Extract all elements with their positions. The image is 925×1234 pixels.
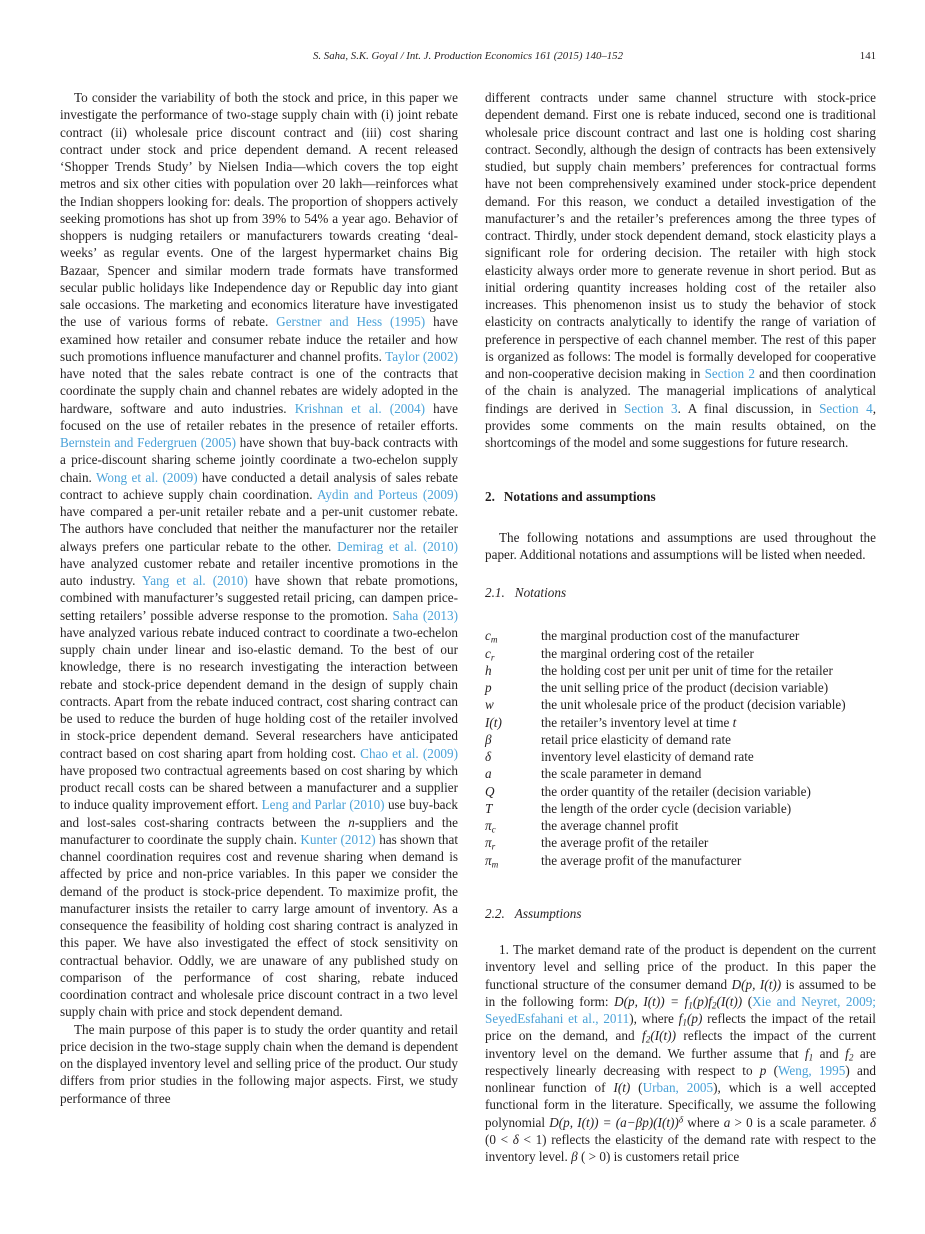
text-segment: . A final discussion, in [677, 400, 820, 416]
text-segment: ( [766, 1062, 778, 1078]
notation-symbol [485, 834, 541, 851]
notation-row [485, 783, 876, 800]
text-segment: is assumed to be in the following form: [485, 976, 877, 1009]
text-segment: where [683, 1114, 724, 1130]
text-segment: use buy-back and lost-sales cost-sharing contracts between the [60, 797, 458, 830]
notation-row [485, 679, 876, 696]
notation-description [541, 765, 876, 782]
text-segment: > 0 is a scale parameter. [730, 1114, 870, 1130]
notation-symbol [485, 714, 541, 731]
text-segment: the average channel profit [541, 818, 679, 833]
math-segment: (I(t)) [650, 1028, 676, 1044]
text-segment: ( > 0) is customers retail price [577, 1149, 740, 1164]
text-segment: To consider the variability of both the stock and price, in this paper we investigate the performance of two-stage supply chain with (i) joint rebate contract (ii) wholesale price discount contract and (iii) cost sharing contract under stock and price dependent demand. A recent released ‘Shopper Trends Study’ by Nielsen India—which covers the top eight metros and six other cities with population over 20 lakh—reinforces what the Indian shoppers looking for: deals. The proportion of shoppers actively seeking promotions has shot up from 39% to 54% a year ago. Behavior of shoppers is nudging retailers or manufacturers towards creating ‘deal-weeks’ as regular events. One of the largest hypermarket chains Big Bazaar, Spencer and similar modern trade formats have transformed secular public holidays like Independence day or Republic day into giant sale occasions. The marketing and economics literature have investigated the use of various forms of rebate. [60, 90, 458, 330]
citation-link[interactable]: Urban, 2005 [642, 1080, 714, 1095]
math-segment: c [485, 628, 491, 644]
notation-symbol [485, 748, 541, 765]
heading-text: Notations [514, 585, 567, 600]
math-segment: δ [678, 1113, 684, 1124]
heading-text: Assumptions [514, 905, 582, 921]
heading-number: 2.1. [485, 585, 505, 600]
math-segment: D(p, I(t)) = f [614, 993, 689, 1009]
notation-description [541, 696, 876, 713]
notation-symbol [485, 679, 541, 696]
text-segment: ( [742, 993, 753, 1009]
citation-link[interactable]: Demirag et al. (2010) [337, 538, 458, 554]
math-segment: r [490, 651, 495, 662]
text-segment: reflects the impact of the retail price on the demand, and [485, 1011, 876, 1044]
math-segment: π [485, 852, 492, 868]
math-segment: Q [485, 783, 495, 799]
math-segment: 2 [645, 1034, 651, 1045]
text-segment: have shown that rebate promotions, combined with manufacturer’s suggested retail pricing, can dampen price-setting retailers’ possible adverse response to the promotion. [60, 573, 458, 623]
text-segment: the unit selling price of the product (decision variable) [541, 680, 829, 695]
notation-description [541, 645, 876, 662]
citation-link[interactable]: Aydin and Porteus (2009) [316, 486, 458, 502]
math-segment: c [491, 824, 496, 835]
citation-link[interactable]: Weng, 1995 [778, 1062, 846, 1078]
math-segment: w [485, 697, 494, 713]
math-segment: I(t) [613, 1080, 631, 1095]
citation-link[interactable]: Krishnan et al. (2004) [294, 400, 425, 416]
math-segment: m [490, 634, 498, 645]
math-segment: f [642, 1028, 646, 1044]
notation-row [485, 696, 876, 713]
notation-row [485, 748, 876, 765]
text-segment: and [813, 1045, 846, 1061]
text-segment: inventory level elasticity of demand rate [541, 749, 754, 764]
text-segment: have examined how retailer and consumer rebate induce the retailer and how such promotions influence manufacturer and channel profits. [60, 314, 458, 364]
math-segment: 1 [682, 1017, 687, 1028]
notation-row [485, 645, 876, 662]
paragraph [60, 1021, 458, 1107]
notation-row [485, 662, 876, 679]
text-segment: have analyzed various rebate induced contract to coordinate a two-echelon supply chain under linear and iso-elastic demand. To the best of our knowledge, there is no research investigating the interaction between rebate and stock-price dependent demand in the design of supply chain contracts. Apart from the rebate induced contract, cost sharing contract can be used to reduce the burden of huge holding cost of the retailer involved in stock-price dependent demand. Several researchers have anticipated contract based on cost sharing apart from holding cost. [60, 624, 458, 761]
notation-row [485, 852, 876, 869]
citation-link[interactable]: Saha (2013) [392, 607, 458, 623]
paragraph [485, 89, 876, 451]
notation-list [485, 627, 876, 869]
math-segment: T [485, 800, 493, 816]
text-segment: different contracts under same channel structure with stock-price dependent demand. First one is rebate induced, second one is traditional wholesale price discount contract and last one is holding cost sharing contract. Secondly, although the design of contracts has been extensively studied, but supply chain members’ preferences for contractual forms have not been comprehensively examined under stock-price dependent demand. For this reason, we conduct a detailed investigation of the manufacturer’s and the retailer’s preferences among the three types of contract. Thirdly, under stock dependent demand, stock elasticity plays a significant role for ordering decision. The retailer with high stock elasticity always order more to generate revenue in short period. But as initial ordering quantity increases holding cost of the retailer also increases. This phenomenon insist us to study the behavior of stock elasticity on contracts analytically to identify the range of variation of preference in perspective of each channel member. The rest of this paper is organized as follows: The model is formally developed for cooperative and non-cooperative decision making in [485, 90, 876, 381]
notation-description [541, 662, 876, 679]
text-segment: 1. The market demand rate of the product is dependent on the current inventory level and selling price of the product. In this paper the functional structure of the consumer demand [485, 942, 876, 992]
math-segment: a [485, 766, 492, 782]
notation-symbol [485, 645, 541, 662]
notation-row [485, 800, 876, 817]
notation-description [541, 627, 876, 644]
section-heading [485, 488, 876, 505]
notation-row [485, 627, 876, 644]
citation-link[interactable]: Gerstner and Hess (1995) [276, 314, 426, 330]
text-segment: reflects the impact of the current inventory level on the demand. We further assume that [485, 1028, 876, 1061]
heading-number: 2. [485, 489, 495, 505]
citation-link[interactable]: Section 4 [819, 400, 873, 416]
notation-row [485, 714, 876, 731]
left-column [60, 89, 458, 1165]
notation-description [541, 731, 876, 748]
math-segment: (I(t)) [716, 993, 743, 1009]
math-segment: 2 [711, 1000, 717, 1011]
text-segment: have shown that buy-back contracts with a price-discount sharing scheme jointly coordinate a two-echelon supply chain. [60, 435, 458, 485]
citation-link[interactable]: Wong et al. (2009) [95, 469, 198, 485]
text-segment: have compared a per-unit retailer rebate and a per-unit customer rebate. The authors have concluded that neither the manufacturer nor the retailer always prefers one particular rebate to the other. [60, 504, 458, 554]
text-segment: retail price elasticity of demand rate [541, 731, 732, 747]
two-column-body [60, 89, 876, 1165]
running-head-citation: S. Saha, S.K. Goyal / Int. J. Production Economics 161 (2015) 140–152 [313, 50, 623, 62]
math-segment: (p) [686, 1011, 703, 1026]
citation-link[interactable]: Leng and Parlar (2010) [261, 797, 385, 813]
paragraph [485, 529, 876, 564]
text-segment: have noted that the sales rebate contract is one of the contracts that coordinate the supply chain and channel rebates are widely adopted in the hardware, software and auto industries. [60, 366, 458, 416]
text-segment: ), where [629, 1011, 679, 1026]
text-segment: the retailer’s inventory level at time [541, 714, 733, 730]
citation-link[interactable]: Chao et al. (2009) [360, 745, 459, 761]
text-segment: and then coordination of the chain is analyzed. The managerial implications of analytical findings are derived in [485, 366, 877, 416]
math-segment: π [485, 818, 492, 833]
paragraph [60, 89, 458, 1021]
notation-symbol [485, 627, 541, 644]
notation-description [541, 800, 876, 817]
citation-link[interactable]: Bernstein and Federgruen (2005) [60, 435, 236, 450]
notation-symbol [485, 662, 541, 679]
text-segment: the holding cost per unit per unit of time for the retailer [541, 662, 833, 678]
text-segment: (0 < [485, 1131, 513, 1147]
math-segment: h [485, 662, 492, 678]
notation-description [541, 783, 876, 800]
notation-description [541, 834, 876, 851]
notation-description [541, 748, 876, 765]
text-segment: the marginal ordering cost of the retailer [541, 645, 754, 661]
citation-link[interactable]: Section 2 [704, 366, 755, 381]
text-segment: the order quantity of the retailer (decision variable) [541, 783, 811, 799]
math-segment: δ [869, 1114, 876, 1130]
citation-link[interactable]: Kunter (2012) [300, 831, 376, 847]
text-segment: the marginal production cost of the manufacturer [541, 628, 800, 644]
paragraph [485, 941, 876, 1165]
notation-description [541, 679, 876, 696]
math-segment: f [845, 1045, 849, 1061]
text-segment: the scale parameter in demand [541, 766, 702, 782]
heading-text: Notations and assumptions [503, 489, 656, 505]
text-segment: the average profit of the manufacturer [541, 852, 742, 868]
notation-symbol [485, 800, 541, 817]
notation-row [485, 834, 876, 851]
notation-description [541, 852, 876, 869]
math-segment: a [723, 1114, 731, 1130]
notation-symbol [485, 696, 541, 713]
math-segment: D(p, I(t)) [731, 976, 782, 992]
text-segment: The following notations and assumptions are used throughout the paper. Additional notations and assumptions will be listed when needed. [485, 529, 876, 562]
math-segment: n [348, 814, 355, 830]
text-segment: the average profit of the retailer [541, 835, 709, 851]
text-segment: , provides some comments on the main results obtained, on the shortcomings of the model and some suggestions for future research. [485, 400, 876, 450]
citation-link[interactable]: Xie and Neyret, 2009; SeyedEsfahani et al., 2011 [485, 993, 876, 1026]
text-segment: ) and nonlinear function of [485, 1062, 877, 1095]
math-segment: c [485, 645, 491, 661]
notation-row [485, 817, 876, 834]
math-segment: (p)f [692, 993, 712, 1009]
math-segment: p [759, 1062, 767, 1078]
journal-header [60, 50, 876, 64]
math-segment: f [804, 1045, 809, 1061]
math-segment: t [732, 714, 737, 730]
text-segment: are respectively linearly decreasing with respect to [485, 1045, 876, 1078]
math-segment: 1 [688, 1000, 693, 1011]
citation-link[interactable]: Section 3 [624, 400, 678, 416]
text-segment: the unit wholesale price of the product (decision variable) [541, 697, 846, 713]
math-segment: p [485, 680, 492, 695]
text-segment: the length of the order cycle (decision variable) [541, 800, 792, 816]
heading-number: 2.2. [485, 905, 505, 921]
notation-symbol [485, 817, 541, 834]
citation-link[interactable]: Taylor (2002) [385, 348, 458, 364]
math-segment: δ [512, 1131, 519, 1147]
notation-description [541, 817, 876, 834]
math-segment: m [491, 858, 499, 869]
text-segment: ( [630, 1080, 643, 1095]
text-segment: The main purpose of this paper is to study the order quantity and retail price decision in the two-stage supply chain when the demand is dependent on the displayed inventory level and selling price of the product. Our study differs from prior studies in the following major aspects. First, we study performance of three [60, 1021, 458, 1106]
text-segment: ), which is a well accepted functional form in the literature. Specifically, we assume the following polynomial [485, 1080, 876, 1130]
math-segment: δ [485, 749, 492, 764]
text-segment: -suppliers and the manufacturer to coordinate the supply chain. [60, 814, 458, 847]
subsection-heading [485, 584, 876, 601]
citation-link[interactable]: Yang et al. (2010) [142, 573, 248, 588]
text-segment: have focused on the use of retailer rebates in the presence of retailer efforts. [60, 400, 458, 433]
math-segment: f [678, 1011, 683, 1026]
subsection-heading [485, 905, 876, 922]
notation-symbol [485, 765, 541, 782]
page-number: 141 [859, 50, 876, 62]
notation-symbol [485, 731, 541, 748]
text-segment: has shown that channel coordination requires cost and revenue sharing when demand is affected by price and non-price variables. In this paper we consider the demand of the product is stock-price dependent. To maximize profit, the manufacturer insists the retailer to carry large amount of inventory. As a consequence the feasibility of holding cost sharing contract is analyzed in this paper. We have also investigated the effect of stock sensitivity on contractual behavior. Oddly, we are unaware of any published study on comparison of the performance of cost sharing, rebate induced coordination contract and wholesale price discount contract in a two level supply chain with price and stock dependent demand. [60, 831, 459, 1020]
math-segment: D(p, I(t)) = (a−βp)(I(t)) [549, 1114, 679, 1130]
math-segment: I(t) [485, 714, 502, 730]
math-segment: r [491, 841, 496, 852]
right-column [485, 89, 876, 1165]
text-segment: have analyzed customer rebate and retailer incentive promotions in the auto industry. [60, 555, 458, 588]
notation-description [541, 714, 876, 731]
notation-symbol [485, 783, 541, 800]
text-segment: have conducted a detail analysis of sales rebate contract to achieve supply chain coordination. [60, 469, 458, 502]
math-segment: β [485, 731, 492, 747]
math-segment: π [485, 835, 492, 851]
text-segment: < 1) reflects the elasticity of the demand rate with respect to the inventory level. [485, 1131, 876, 1164]
notation-symbol [485, 852, 541, 869]
text-segment: have proposed two contractual agreements based on cost sharing by which product recall costs can be shared between a manufacturer and a supplier to induce quality improvement effort. [60, 762, 458, 813]
math-segment: 2 [848, 1051, 854, 1062]
math-segment: 1 [808, 1051, 814, 1062]
math-segment: β [571, 1149, 578, 1164]
notation-row [485, 765, 876, 782]
notation-row [485, 731, 876, 748]
